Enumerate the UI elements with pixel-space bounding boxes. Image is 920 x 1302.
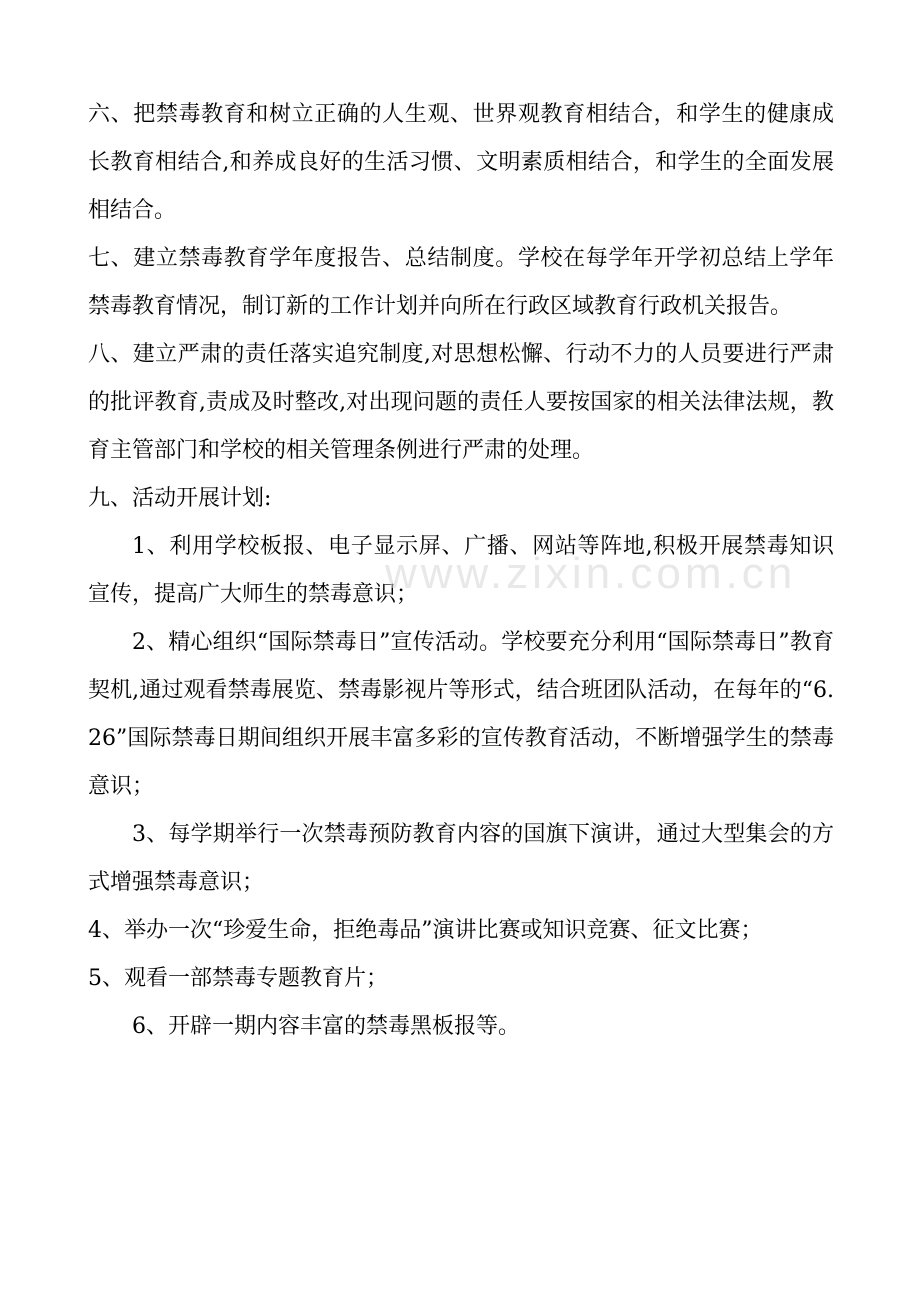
paragraph-8: 八、建立严肃的责任落实追究制度,对思想松懈、行动不力的人员要进行严肃的批评教育,责成及时整改,对出现问题的责任人要按国家的相关法律法规，教育主管部门和学校的相关管理条例进行严肃的处理。 <box>88 342 834 463</box>
plan-item-1: 1、利用学校板报、电子显示屏、广播、网站等阵地,积极开展禁毒知识宣传，提高广大师生的禁毒意识； <box>88 534 834 607</box>
paragraph-6: 六、把禁毒教育和树立正确的人生观、世界观教育相结合，和学生的健康成长教育相结合,和养成良好的生活习惯、文明素质相结合，和学生的全面发展相结合。 <box>88 102 834 223</box>
plan-item-5: 5、观看一部禁毒专题教育片； <box>88 966 388 991</box>
plan-item-4: 4、举办一次“珍爱生命，拒绝毒品”演讲比赛或知识竞赛、征文比赛； <box>88 918 763 943</box>
plan-item-6: 6、开辟一期内容丰富的禁毒黑板报等。 <box>132 1014 520 1039</box>
watermark: www.zixin.com.cn <box>385 549 797 598</box>
plan-item-3: 3、每学期举行一次禁毒预防教育内容的国旗下演讲，通过大型集会的方式增强禁毒意识； <box>88 822 834 895</box>
paragraph-7: 七、建立禁毒教育学年度报告、总结制度。学校在每学年开学初总结上学年禁毒教育情况，制订新的工作计划并向所在行政区域教育行政机关报告。 <box>88 246 834 319</box>
paragraph-9-heading: 九、活动开展计划: <box>88 486 272 511</box>
plan-item-2: 2、精心组织“国际禁毒日”宣传活动。学校要充分利用“国际禁毒日”教育契机,通过观看禁毒展览、禁毒影视片等形式，结合班团队活动，在每年的“6.26”国际禁毒日期间组织开展丰富多彩的宣传教育活动，不断增强学生的禁毒意识； <box>88 630 834 799</box>
